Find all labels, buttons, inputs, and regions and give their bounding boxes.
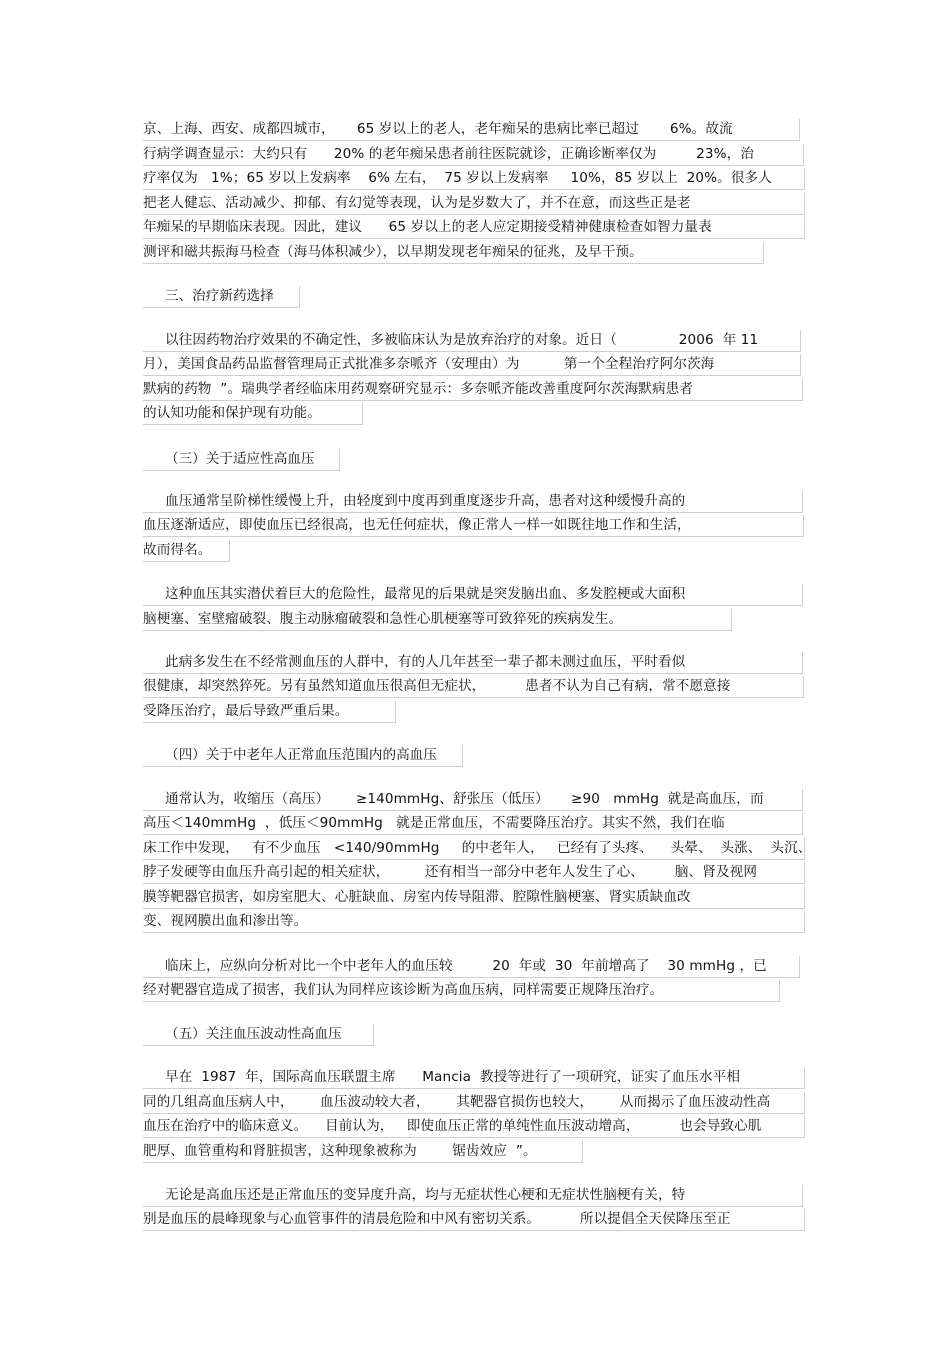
para3-line-1: 血压通常呈阶梯性缓慢上升，由轻度到中度再到重度逐步升高，患者对这种缓慢升高的 <box>143 491 803 513</box>
para8-line-1: 早在 1987 年，国际高血压联盟主席 Mancia 教授等进行了一项研究，证实了血压水平相 <box>143 1067 805 1089</box>
para6-line-5: 膜等靶器官损害，如房室肥大、心脏缺血、房室内传导阻滞、腔隙性脑梗塞、肾实质缺血改 <box>143 887 805 909</box>
para1-line-3: 疗率仅为 1%；65 岁以上发病率 6% 左右， 75 岁以上发病率 10%，85 岁以上 20%。很多人 <box>143 168 805 190</box>
para5-line-2: 很健康，却突然猝死。另有虽然知道血压很高但无症状， 患者不认为自己有病，常不愿意接 <box>143 676 804 698</box>
para6-line-2: 高压＜140mmHg ，低压＜90mmHg 就是正常血压，不需要降压治疗。其实不然，我们在临 <box>143 813 803 835</box>
para2-line-3: 默病的药物 ”。瑞典学者经临床用药观察研究显示：多奈哌齐能改善重度阿尔茨海默病患者 <box>143 379 803 401</box>
para5-line-3: 受降压治疗，最后导致严重后果。 <box>143 701 396 723</box>
section-heading-adaptive-hypertension: （三）关于适应性高血压 <box>143 449 340 471</box>
para6-line-4: 脖子发硬等由血压升高引起的相关症状， 还有相当一部分中老年人发生了心、 脑、肾及视网 <box>143 862 805 884</box>
para1-line-5: 年痴呆的早期临床表现。因此，建议 65 岁以上的老人应定期接受精神健康检查如智力量表 <box>143 217 805 239</box>
para3-line-2: 血压逐渐适应，即使血压已经很高，也无任何症状，像正常人一样一如既往地工作和生活， <box>143 515 804 537</box>
para4-line-2: 脑梗塞、室壁瘤破裂、腹主动脉瘤破裂和急性心肌梗塞等可致猝死的疾病发生。 <box>143 609 732 631</box>
para1-line-1: 京、上海、西安、成都四城市， 65 岁以上的老人，老年痴呆的患病比率已超过 6%。故流 <box>143 119 800 141</box>
para8-line-4: 肥厚、血管重构和肾脏损害，这种现象被称为 锯齿效应 ”。 <box>143 1141 583 1163</box>
para7-line-2: 经对靶器官造成了损害，我们认为同样应该诊断为高血压病，同样需要正规降压治疗。 <box>143 980 780 1002</box>
para9-line-1: 无论是高血压还是正常血压的变异度升高，均与无症状性心梗和无症状性脑梗有关，特 <box>143 1185 803 1207</box>
para4-line-1: 这种血压其实潜伏着巨大的危险性，最常见的后果就是突发脑出血、多发腔梗或大面积 <box>143 584 803 606</box>
para1-line-4: 把老人健忘、活动减少、抑郁、有幻觉等表现，认为是岁数大了，并不在意，而这些正是老 <box>143 193 805 215</box>
section-heading-normal-range-hypertension: （四）关于中老年人正常血压范围内的高血压 <box>143 745 463 767</box>
section-heading-treatment: 三、治疗新药选择 <box>143 286 300 308</box>
para9-line-2: 别是血压的晨峰现象与心血管事件的清晨危险和中风有密切关系。 所以提倡全天侯降压至正 <box>143 1209 805 1231</box>
para2-line-1: 以往因药物治疗效果的不确定性，多被临床认为是放弃治疗的对象。近日（ 2006 年 11 <box>143 330 801 352</box>
para2-line-4: 的认知功能和保护现有功能。 <box>143 403 363 425</box>
para2-line-2: 月），美国食品药品监督管理局正式批准多奈哌齐（安理由）为 第一个全程治疗阿尔茨海 <box>143 354 801 376</box>
para7-line-1: 临床上，应纵向分析对比一个中老年人的血压较 20 年或 30 年前增高了 30 mmHg ，已 <box>143 956 800 978</box>
para8-line-2: 同的几组高血压病人中， 血压波动较大者， 其靶器官损伤也较大， 从而揭示了血压波动性高 <box>143 1092 805 1114</box>
para5-line-1: 此病多发生在不经常测血压的人群中，有的人几年甚至一辈子都未测过血压，平时看似 <box>143 652 803 674</box>
para1-line-2: 行病学调查显示：大约只有 20% 的老年痴呆患者前往医院就诊，正确诊断率仅为 23%，治 <box>143 144 804 166</box>
para1-line-6: 测评和磁共振海马检查（海马体积减少），以早期发现老年痴呆的征兆，及早干预。 <box>143 242 764 264</box>
para8-line-3: 血压在治疗中的临床意义。 目前认为， 即使血压正常的单纯性血压波动增高， 也会导致心肌 <box>143 1116 805 1138</box>
para6-line-6: 变、视网膜出血和渗出等。 <box>143 911 805 933</box>
section-heading-fluctuating-hypertension: （五）关注血压波动性高血压 <box>143 1024 374 1046</box>
para6-line-1: 通常认为，收缩压（高压） ≥140mmHg、舒张压（低压） ≥90 mmHg 就是高血压，而 <box>143 789 803 811</box>
para6-line-3: 床工作中发现， 有不少血压 <140/90mmHg 的中老年人， 已经有了头疼、 头晕、 头涨、 头沉、 <box>143 838 805 860</box>
para3-line-3: 故而得名。 <box>143 540 230 562</box>
